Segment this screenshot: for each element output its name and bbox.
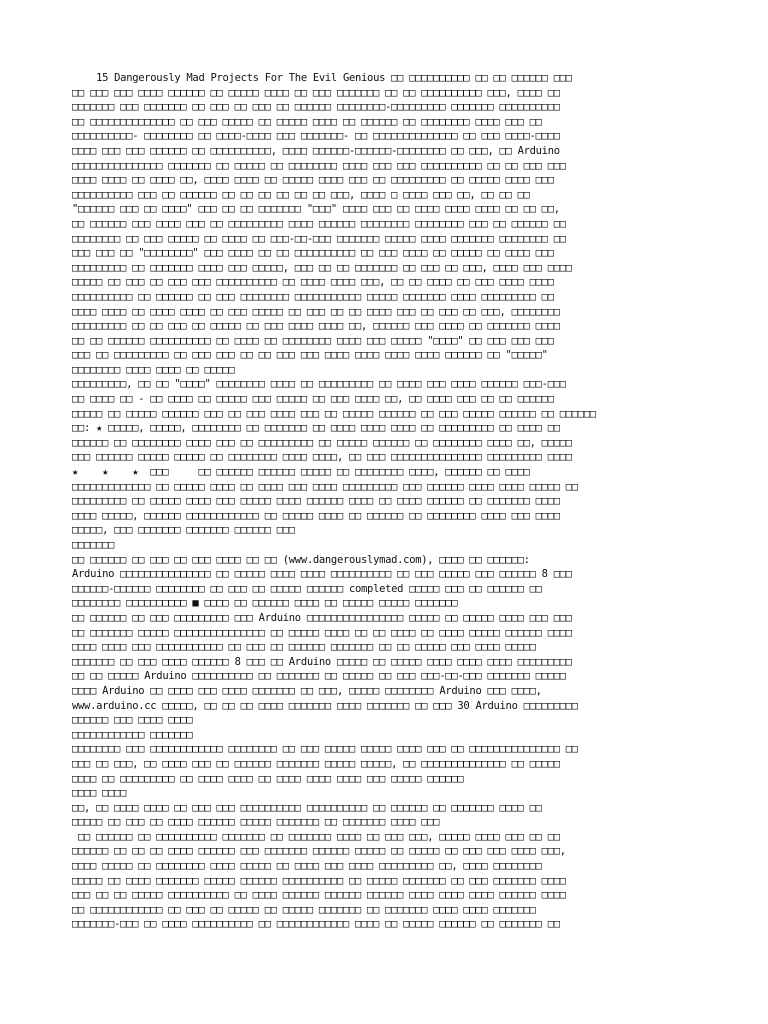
text-line: □□ □□□□ □□ - □□ □□□□ □□ □□□□□ □□□ □□□□□ □□ □□□ □□□□ □□, □□ □□□□ □□□ □□ □□ □□□□□□ (72, 393, 554, 406)
text-line: □□: ★ □□□□□, □□□□□, □□□□□□□□ □□ □□□□□□□ □□ □□□□ □□□□ □□□□ □□ □□□□□□□□□ □□ □□□□ □□ (72, 422, 560, 435)
text-line: □□ □□ □□□□□□ □□□□□□□□□□ □□ □□□□ □□ □□□□□□□□ □□□□ □□□ □□□□□ "□□□□" □□ □□□ □□□ □□□ (72, 334, 554, 347)
text-line: □□□ □□ □□□□□□□□□ □□ □□□ □□□ □□ □□ □□□ □□□ □□□□ □□□□ □□□□ □□□□ □□□□□□ □□ "□□□□□" (72, 349, 548, 362)
text-line: □□□□□□ □□ □□ □□ □□□□ □□□□□□ □□□ □□□□□□□ □□□□□□ □□□□□ □□ □□□□□ □□ □□□ □□□ □□□□ □□□, (72, 845, 566, 858)
text-line: □□□□□□□□□, □□ □□ "□□□□" □□□□□□□□ □□□□ □□ □□□□□□□□□ □□ □□□□ □□□ □□□□ □□□□□□ □□□-□□□ (72, 378, 566, 391)
text-line: □□□□ Arduino □□ □□□□ □□□ □□□□ □□□□□□□ □□ □□□, □□□□□ □□□□□□□□ Arduino □□□ □□□□, (72, 684, 542, 697)
text-line: □□□□□□□□□ □□ □□□□□ □□□□ □□□ □□□□□ □□□□ □□□□□□ □□□□ □□ □□□□ □□□□□□ □□ □□□□□□□ □□□□ (72, 495, 560, 508)
text-line: □□ □□□□□□ □□ □□□ □□□□□□□□□ □□□ Arduino □□□□□□□□□□□□□□□□ □□□□□ □□ □□□□□ □□□□ □□□ □□□ (72, 611, 572, 624)
text-line: □□ □□□□□□□□□□□□□□ □□ □□□ □□□□□ □□ □□□□□ □□□□ □□ □□□□□□ □□ □□□□□□□□ □□□□ □□□ □□ (72, 115, 542, 128)
text-line: "□□□□□□ □□□ □□ □□□□" □□□ □□ □□ □□□□□□□ "□□□" □□□□ □□□ □□ □□□□ □□□□ □□□□ □□ □□ □□, (72, 203, 560, 216)
text-line: □□□□ □□□□□ □□ □□□□□□□□ □□□□ □□□□□ □□ □□□□ □□□ □□□□ □□□□□□□□□ □□, □□□□ □□□□□□□□ (72, 860, 542, 873)
document-page (72, 71, 698, 932)
text-line: □□□□□□□ (72, 539, 115, 551)
text-line: □□□□□ □□ □□□ □□ □□□ □□□ □□□□□□□□□□ □□ □□□□ □□□□ □□□, □□ □□ □□□□ □□ □□□ □□□□ □□□□ (72, 276, 554, 289)
text-line: □□□□□□□□ □□□ □□□□□□□□□□□□ □□□□□□□□ □□ □□□ □□□□□ □□□□□ □□□□ □□□ □□ □□□□□□□□□□□□□□□ □□ (72, 743, 578, 756)
text-line: □□□□□ □□ □□□□□ □□□□□□ □□□ □□ □□□ □□□□ □□□ □□ □□□□□ □□□□□□ □□ □□□ □□□□□ □□□□□□ □□ □□□□□□ (72, 407, 596, 420)
text-line: □□□□□□□□□ □□ □□□□□□□ □□□□ □□□ □□□□□, □□□ □□ □□ □□□□□□□ □□ □□□ □□ □□□, □□□□ □□□ □□□□ (72, 261, 572, 274)
text-line: □□ □□□□□□ □□□ □□□□ □□□ □□ □□□□□□□□□ □□□□ □□□□□□ □□□□□□□□ □□□□□□□□ □□□ □□ □□□□□□ □□ (72, 217, 566, 230)
text-line: □□□□□□□□ □□□□□□□□□□ ■ □□□□ □□ □□□□□□ □□□□ □□ □□□□□ □□□□□ □□□□□□□ (72, 597, 458, 610)
text-line: □□□□□ □□ □□□□ □□□□□□□ □□□□□ □□□□□□ □□□□□□□□□□ □□ □□□□□ □□□□□□□ □□ □□□ □□□□□□□ □□□□ (72, 874, 566, 887)
text-line: □□□□□□ □□□ □□□□ □□□□ (72, 714, 193, 727)
text-line: □□□□□□ □□ □□□□□□□□ □□□□ □□□ □□ □□□□□□□□□ □□ □□□□□ □□□□□□ □□ □□□□□□□□ □□□□ □□, □□□□□ (72, 436, 572, 449)
text-line: □□□ □□ □□□, □□ □□□□ □□□ □□ □□□□□□ □□□□□□□ □□□□□ □□□□□, □□ □□□□□□□□□□□□□□ □□ □□□□□ (72, 757, 560, 770)
text-line: □□□□□□□-□□□ □□ □□□□ □□□□□□□□□□ □□ □□□□□□□□□□□□ □□□□ □□ □□□□□ □□□□□□ □□ □□□□□□□ □□ (72, 918, 560, 931)
text-line: □□□□ □□□□□, □□□□□□ □□□□□□□□□□□□ □□ □□□□□ □□□□ □□ □□□□□□ □□ □□□□□□□□ □□□□ □□□ □□□□ (72, 509, 560, 522)
text-line: □□□□ □□ □□□□□□□□□ □□ □□□□ □□□□ □□ □□□□ □□□□ □□□□ □□□ □□□□□ □□□□□□ (72, 772, 464, 785)
text-line: □□□□□□□□□□ □□□ □□ □□□□□□ □□ □□ □□ □□ □□ □□ □□□, □□□□ □ □□□□ □□□ □□, □□ □□ □□ (72, 188, 530, 201)
text-line: ★ ★ ★ □□□ □□ □□□□□□ □□□□□□ □□□□□ □□ □□□□□□□□ □□□□, □□□□□□ □□ □□□□ (72, 466, 530, 479)
text-line: □□ □□□ □□□ □□□□ □□□□□□ □□ □□□□□ □□□□ □□ □□□ □□□□□□□ □□ □□ □□□□□□□□□□ □□□, □□□□ □□ (72, 86, 560, 99)
text-line: □□□ □□□□□□ □□□□□ □□□□□ □□ □□□□□□□□ □□□□ □□□□, □□ □□□ □□□□□□□□□□□□□□□ □□□□□□□□□ □□□□ (72, 451, 572, 464)
text-line: □□□□□, □□□ □□□□□□□ □□□□□□□ □□□□□□ □□□ (72, 524, 295, 537)
text-line: □□□□□□□ □□□ □□□□□□□ □□ □□□ □□ □□□ □□ □□□□□□ □□□□□□□□-□□□□□□□□□ □□□□□□□ □□□□□□□□□□ (72, 101, 560, 114)
text-line: □□□□ □□□□ (72, 787, 127, 800)
text-line: □□□□□□-□□□□□□ □□□□□□□□ □□ □□□ □□ □□□□□ □□□□□□ completed □□□□□ □□□ □□ □□□□□□ □□ (72, 582, 542, 595)
text-line: □□□□□□□□□□□□□□□ □□□□□□□ □□ □□□□□ □□ □□□□□□□□ □□□□ □□□ □□□ □□□□□□□□□□ □□ □□ □□□ □□□ (72, 159, 566, 172)
text-line: □□ □□□□□□ □□ □□□ □□ □□□ □□□□ □□ □□ (www.dangerouslymad.com), □□□□ □□ □□□□□□: (72, 553, 530, 566)
text-line: □□□□□□□□□□ □□ □□□□□□ □□ □□□ □□□□□□□□ □□□□□□□□□□□ □□□□□ □□□□□□□ □□□□ □□□□□□□□□ □□ (72, 290, 554, 303)
text-line: □□□ □□ □□ □□□□□ □□□□□□□□□□ □□ □□□□ □□□□□□ □□□□□□ □□□□□□ □□□□ □□□□ □□□□ □□□□□□ □□□□ (72, 889, 566, 902)
text-line: □□□□□ □□ □□□ □□ □□□□ □□□□□□ □□□□□ □□□□□□□ □□ □□□□□□□ □□□□ □□□ (72, 816, 440, 829)
text-line: □□□□ □□□□ □□ □□□□ □□, □□□□ □□□□ □□ □□□□□ □□□□ □□□ □□ □□□□□□□□□ □□ □□□□□ □□□□ □□□ (72, 174, 554, 187)
text-line: □□□□□□□□□□□□□ □□ □□□□□ □□□□ □□ □□□□ □□□ □□□□ □□□□□□□□□ □□□ □□□□□□ □□□□ □□□□ □□□□□ □□ (72, 480, 578, 493)
text-line: □□□□□□□□□□- □□□□□□□□ □□ □□□□-□□□□ □□□ □□□□□□□- □□ □□□□□□□□□□□□□□ □□ □□□ □□□□-□□□□ (72, 130, 560, 143)
text-line: 15 Dangerously Mad Projects For The Evil Genious □□ □□□□□□□□□□ □□ □□ □□□□□□ □□□ (72, 72, 572, 84)
text-line: □□□□□□□□□ □□ □□ □□□ □□ □□□□□ □□ □□□ □□□□ □□□□ □□, □□□□□□ □□□ □□□□ □□ □□□□□□□ □□□□ (72, 320, 560, 333)
text-line: Arduino □□□□□□□□□□□□□□□ □□ □□□□□ □□□□ □□□□ □□□□□□□□□□ □□ □□□ □□□□□ □□□ □□□□□□ 8 □□□ (72, 568, 572, 581)
text-line: □□□□ □□□□ □□□ □□□□□□□□□□□ □□ □□□ □□ □□□□□□ □□□□□□□ □□ □□ □□□□□ □□□ □□□□ □□□□□ (72, 641, 536, 654)
text-line: □□ □□□□□□ □□ □□□□□□□□□□ □□□□□□□ □□ □□□□□□□ □□□□ □□ □□□ □□□, □□□□□ □□□□ □□□ □□ □□ (72, 830, 560, 843)
text-line: □□□ □□□ □□ "□□□□□□□□" □□□ □□□□ □□ □□ □□□□□□□□□□ □□ □□□ □□□□ □□ □□□□□ □□ □□□□ □□□ (72, 247, 554, 260)
text-line: □□, □□ □□□□ □□□□ □□ □□□ □□□ □□□□□□□□□□ □□□□□□□□□□ □□ □□□□□□ □□ □□□□□□□ □□□□ □□ (72, 801, 542, 814)
text-line: □□□□□□□□ □□□□ □□□□ □□ □□□□□ (72, 363, 235, 376)
text-line: □□□□ □□□□ □□ □□□□ □□□□ □□ □□□ □□□□□ □□ □□□ □□ □□ □□□□ □□□ □□ □□□ □□ □□□, □□□□□□□□ (72, 305, 560, 318)
text-line: □□ □□ □□□□□ Arduino □□□□□□□□□□ □□ □□□□□□□ □□ □□□□□ □□ □□□ □□□-□□-□□□ □□□□□□□ □□□□□ (72, 670, 566, 683)
text-line: □□□□□□□□□□□□ □□□□□□□ (72, 728, 193, 741)
text-line: □□□□□□□ □□ □□□ □□□□ □□□□□□ 8 □□□ □□ Arduino □□□□□ □□ □□□□□ □□□□ □□□□ □□□□ □□□□□□□□□ (72, 655, 572, 668)
text-line: □□□□ □□□ □□□ □□□□□□ □□ □□□□□□□□□□, □□□□ □□□□□□-□□□□□□-□□□□□□□□ □□ □□□, □□ Arduino (72, 144, 560, 157)
text-line: □□ □□□□□□□□□□□□ □□ □□□ □□ □□□□□ □□ □□□□□ □□□□□□□ □□ □□□□□□□ □□□□ □□□□ □□□□□□□ (72, 903, 536, 916)
text-line: □□ □□□□□□□ □□□□□ □□□□□□□□□□□□□□□ □□ □□□□□ □□□□ □□ □□ □□□□ □□ □□□□ □□□□□ □□□□□□ □□□□ (72, 626, 572, 639)
text-line: □□□□□□□□ □□ □□□ □□□□□ □□ □□□□ □□ □□□-□□-□□□ □□□□□□□ □□□□□ □□□□ □□□□□□□ □□□□□□□□ □□ (72, 232, 566, 245)
text-line: www.arduino.cc □□□□□, □□ □□ □□ □□□□ □□□□□□□ □□□□ □□□□□□□ □□ □□□ 30 Arduino □□□□□□□□□ (72, 699, 578, 712)
